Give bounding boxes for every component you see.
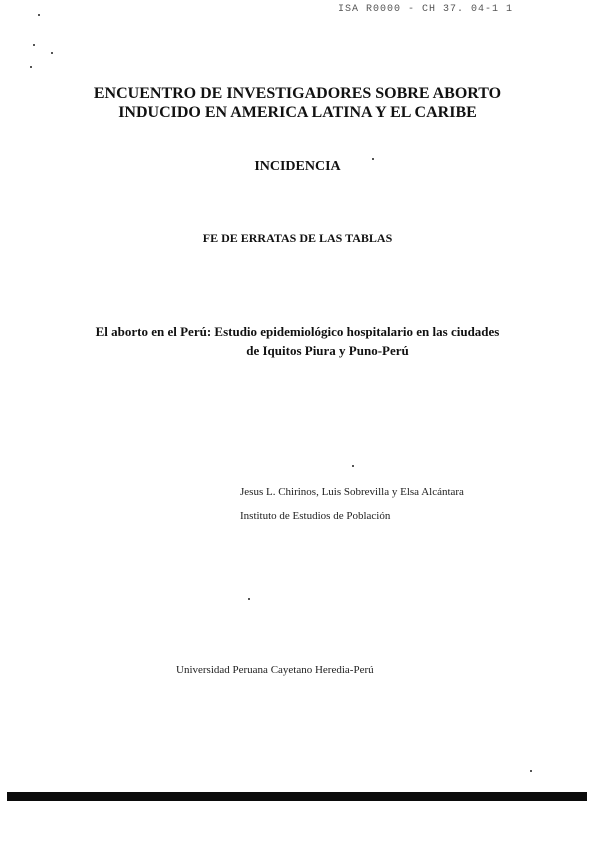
errata-subtitle: FE DE ERRATAS DE LAS TABLAS bbox=[202, 231, 393, 245]
archive-stamp: ISA R0000 - CH 37. 04-1 1 bbox=[338, 4, 514, 15]
scan-edge-bar bbox=[7, 792, 587, 801]
study-title bbox=[0, 322, 595, 360]
university: Universidad Peruana Cayetano Heredia-Perú bbox=[176, 664, 374, 676]
authors: Jesus L. Chirinos, Luis Sobrevilla y Elsa Alcántara bbox=[240, 486, 464, 498]
section-heading: INCIDENCIA bbox=[254, 159, 341, 174]
scan-speck bbox=[51, 52, 53, 54]
study-title-line-1: El aborto en el Perú: Estudio epidemiológico hospitalario en las ciudades bbox=[95, 324, 500, 339]
institute: Instituto de Estudios de Población bbox=[240, 510, 391, 522]
scan-speck bbox=[38, 14, 40, 16]
title-line-2: INDUCIDO EN AMERICA LATINA Y EL CARIBE bbox=[118, 104, 477, 121]
document-title bbox=[0, 84, 595, 122]
title-line-1: ENCUENTRO DE INVESTIGADORES SOBRE ABORTO bbox=[93, 85, 502, 102]
study-title-line-2: de Iquitos Piura y Puno-Perú bbox=[246, 343, 409, 358]
scan-speck bbox=[530, 770, 532, 772]
scan-speck bbox=[352, 465, 354, 467]
scan-speck bbox=[30, 66, 32, 68]
scan-speck bbox=[248, 598, 250, 600]
scan-speck bbox=[33, 44, 35, 46]
